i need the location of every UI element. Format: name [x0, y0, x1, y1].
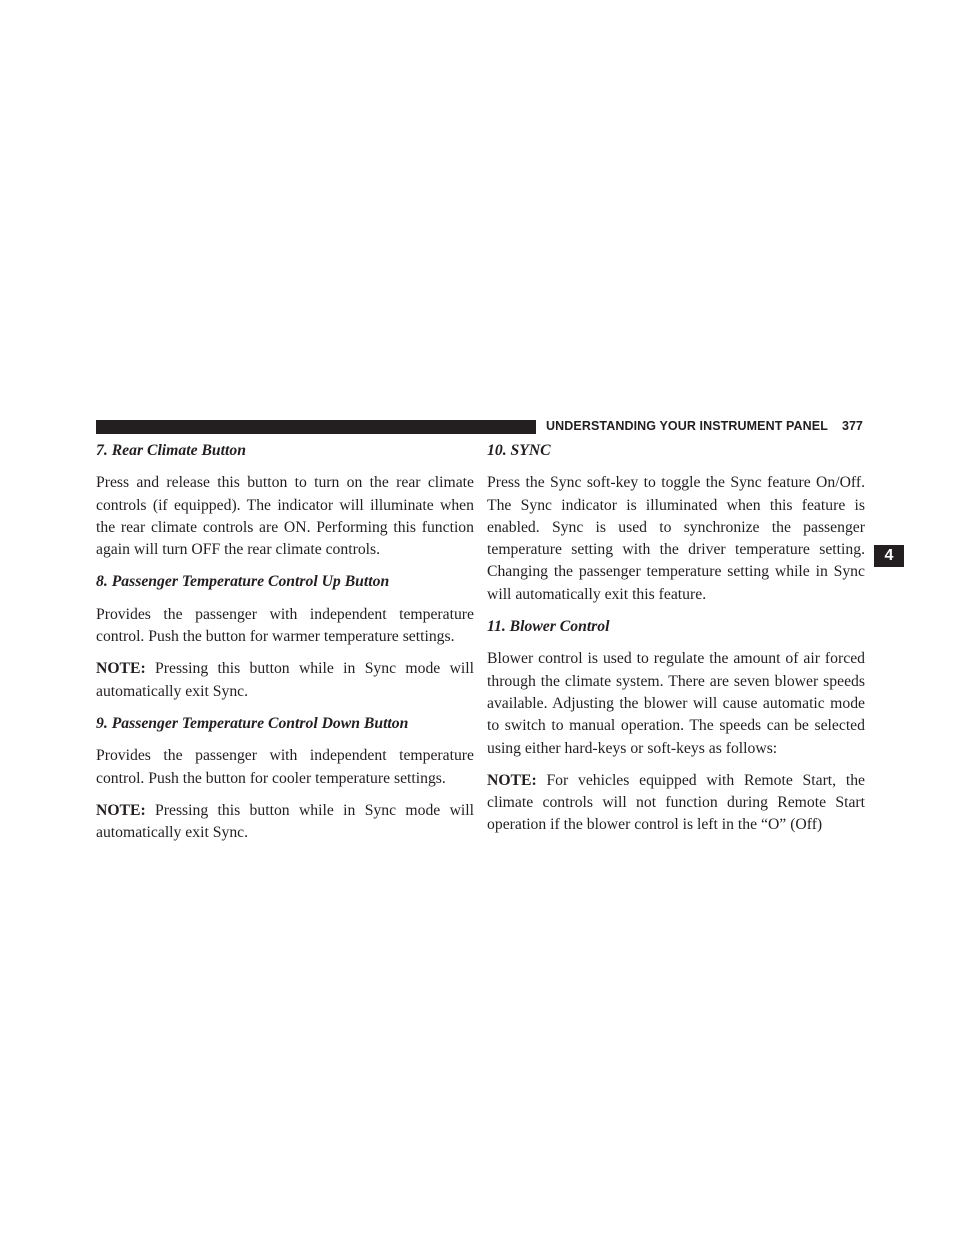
- sync-body: Press the Sync soft-key to toggle the Sync feature On/Off. The Sync indicator is illuminated when this feature is enabled. Sync is used to synchronize the passenger temperature setting with the driver temperature setting. Changing the passenger temperature setting while in Sync will automatically exit this feature.: [487, 474, 865, 603]
- rear-climate-heading: 7. Rear Climate Button: [96, 442, 246, 459]
- note-text: For vehicles equipped with Remote Start, the climate controls will not function during Remote Start operation if the blower control is left in the “O” (Off): [487, 771, 866, 834]
- page-number: 377: [842, 419, 863, 433]
- section-title: UNDERSTANDING YOUR INSTRUMENT PANEL: [546, 419, 828, 433]
- chapter-tab: 4: [874, 545, 904, 567]
- passenger-down-note: [96, 800, 474, 845]
- passenger-up-heading: 8. Passenger Temperature Control Up Button: [96, 573, 390, 591]
- note-label: NOTE:: [96, 660, 146, 678]
- passenger-up-note: [96, 658, 474, 703]
- blower-heading: 11. Blower Control: [487, 618, 610, 636]
- passenger-down-heading: 9. Passenger Temperature Control Down Button: [96, 714, 409, 732]
- note-label: NOTE:: [487, 771, 537, 789]
- header-rule: [96, 420, 536, 434]
- note-label: NOTE:: [96, 801, 146, 819]
- note-text: Pressing this button while in Sync mode will automatically exit Sync.: [96, 801, 474, 842]
- passenger-up-body: Provides the passenger with independent temperature control. Push the button for warmer temperature settings.: [96, 605, 474, 646]
- blower-note: [487, 770, 865, 837]
- right-column: [487, 440, 865, 837]
- rear-climate-body: Press and release this button to turn on the rear climate controls (if equipped). The indicator will illuminate when the rear climate controls are ON. Performing this function again will turn OFF the rear climate controls.: [96, 474, 474, 559]
- passenger-down-body: Provides the passenger with independent temperature control. Push the button for cooler temperature settings.: [96, 747, 474, 787]
- blower-body: Blower control is used to regulate the amount of air forced through the climate system. There are seven blower speeds available. Adjusting the blower will cause automatic mode to switch to manual operation. The speeds can be selected using either hard-keys or soft-keys as follows:: [487, 650, 865, 757]
- left-column: [96, 440, 474, 854]
- sync-heading: 10. SYNC: [487, 442, 551, 459]
- note-text: Pressing this button while in Sync mode will automatically exit Sync.: [96, 660, 474, 700]
